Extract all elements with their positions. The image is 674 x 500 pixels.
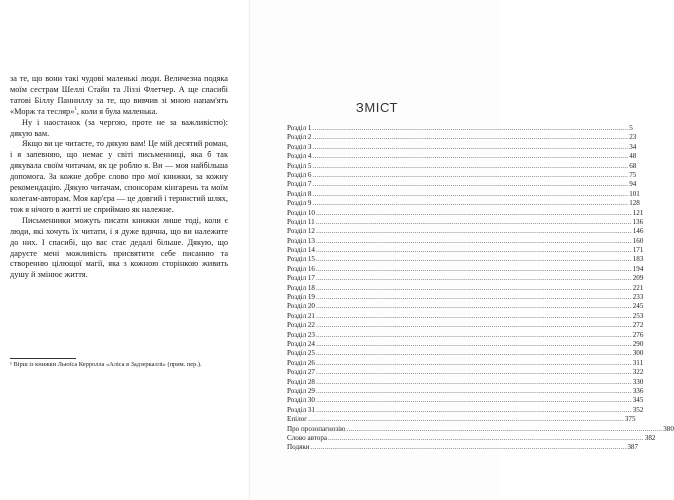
toc-chapter-label: Подяки xyxy=(287,443,310,452)
toc-page-number: 136 xyxy=(632,217,644,226)
toc-dot-leader: ................................................................................................................................................................ xyxy=(312,152,629,161)
toc-page-number: 233 xyxy=(632,293,644,302)
toc-page-number: 194 xyxy=(632,264,644,273)
toc-row xyxy=(287,302,644,311)
toc-chapter-label: Розділ 7 xyxy=(287,180,312,189)
toc-dot-leader: ................................................................................................................................................................ xyxy=(315,274,632,283)
toc-chapter-label: Розділ 2 xyxy=(287,133,312,142)
toc-dot-leader: ................................................................................................................................................................ xyxy=(315,311,632,320)
acknowledgements-text xyxy=(10,74,228,281)
toc-page-number: 276 xyxy=(632,330,644,339)
toc-dot-leader: ................................................................................................................................................................ xyxy=(315,321,632,330)
toc-dot-leader: ................................................................................................................................................................ xyxy=(315,330,632,339)
toc-row xyxy=(287,264,644,274)
toc-row xyxy=(287,133,637,142)
toc-page-number: 75 xyxy=(629,170,637,179)
toc-page-number: 380 xyxy=(663,424,674,433)
toc-dot-leader: ................................................................................................................................................................ xyxy=(315,283,632,292)
toc-row xyxy=(287,321,644,330)
toc-dot-leader: ................................................................................................................................................................ xyxy=(315,208,632,217)
toc-chapter-label: Слово автора xyxy=(287,433,328,442)
toc-dot-leader: ................................................................................................................................................................ xyxy=(315,386,632,395)
toc-page-number: 382 xyxy=(644,433,656,442)
footnote: ¹ Вірш із книжки Льюїса Керролла «Аліса в Задзеркаллі» (прим. пер.). xyxy=(10,361,202,368)
toc-page-number: 34 xyxy=(629,142,637,151)
toc-row xyxy=(287,246,644,255)
toc-chapter-label: Розділ 23 xyxy=(287,330,315,339)
toc-row xyxy=(287,349,644,358)
toc-page-number: 101 xyxy=(629,189,640,198)
toc-dot-leader: ................................................................................................................................................................ xyxy=(315,377,632,386)
toc-row xyxy=(287,377,644,387)
footnote-divider xyxy=(10,358,76,359)
toc-page-number: 387 xyxy=(627,443,638,452)
toc-dot-leader: ................................................................................................................................................................ xyxy=(315,358,632,367)
toc-row xyxy=(287,386,644,396)
toc-row xyxy=(287,424,674,434)
toc-page-number: 183 xyxy=(632,255,644,264)
toc-page-number: 48 xyxy=(629,152,637,161)
toc-dot-leader: ................................................................................................................................................................ xyxy=(312,124,629,132)
toc-dot-leader: ................................................................................................................................................................ xyxy=(312,170,629,179)
paragraph-3: Якщо ви це читаєте, то дякую вам! Це мій десятий роман, і я запевняю, що немає у світі письменниці, яка б так дякувала своїм читачам, як це роблю я. Ви — моя найбільша допомога. За кожне добре слово про мої книжки, за кожну рекомендацію. Дякую читачам, спонсорам кінгарень та моїм колегам-авторам. Моя кар'єра — це довгий і тернистий шлях, тож я нічого в житті не сприймаю як належне. xyxy=(10,139,228,214)
toc-chapter-label: Розділ 20 xyxy=(287,302,315,311)
toc-page-number: 121 xyxy=(632,208,644,217)
toc-chapter-label: Розділ 30 xyxy=(287,396,315,405)
toc-row xyxy=(287,396,644,405)
toc-row xyxy=(287,152,637,161)
toc-chapter-label: Розділ 31 xyxy=(287,405,315,414)
toc-row xyxy=(287,189,640,199)
toc-page-number: 336 xyxy=(632,386,644,395)
toc-dot-leader: ................................................................................................................................................................ xyxy=(310,443,627,452)
toc-row xyxy=(287,293,644,302)
toc-chapter-label: Розділ 9 xyxy=(287,199,312,208)
toc-chapter-label: Розділ 6 xyxy=(287,170,312,179)
toc-row xyxy=(287,358,644,368)
toc-dot-leader: ................................................................................................................................................................ xyxy=(346,424,663,433)
toc-row xyxy=(287,217,644,227)
toc-row xyxy=(287,368,644,377)
toc-dot-leader: ................................................................................................................................................................ xyxy=(315,349,632,358)
toc-chapter-label: Розділ 5 xyxy=(287,161,312,170)
toc-page-number: 160 xyxy=(632,236,644,245)
toc-dot-leader: ................................................................................................................................................................ xyxy=(315,302,632,311)
toc-row xyxy=(287,227,644,236)
toc-chapter-label: Розділ 1 xyxy=(287,124,312,132)
toc-chapter-label: Розділ 18 xyxy=(287,283,315,292)
toc-dot-leader: ................................................................................................................................................................ xyxy=(315,217,632,226)
toc-page-number: 5 xyxy=(629,124,633,132)
toc-row xyxy=(287,274,644,283)
toc-row xyxy=(287,236,644,246)
table-of-contents xyxy=(287,124,674,453)
paragraph-2: Ну і наостанок (за чергою, проте не за важливістю): дякую вам. xyxy=(10,117,228,138)
toc-chapter-label: Розділ 11 xyxy=(287,217,315,226)
toc-chapter-label: Розділ 3 xyxy=(287,142,312,151)
toc-page-number: 345 xyxy=(632,396,644,405)
toc-page-number: 352 xyxy=(632,405,644,414)
toc-row xyxy=(287,283,644,293)
left-page xyxy=(0,0,250,500)
toc-page-number: 94 xyxy=(629,180,637,189)
toc-page-number: 68 xyxy=(629,161,637,170)
toc-page-number: 290 xyxy=(632,339,644,348)
toc-chapter-label: Розділ 27 xyxy=(287,368,315,377)
toc-page-number: 128 xyxy=(629,199,640,208)
toc-dot-leader: ................................................................................................................................................................ xyxy=(315,236,632,245)
toc-page-number: 221 xyxy=(632,283,644,292)
paragraph-4: Письменники можуть писати книжки лише тоді, коли є люди, які хочуть їх читати, і я дуже вдячна, що ви належите до них. І спасибі, що вас стає дедалі більше. Дякую, що даруєте мені можливість присвятити себе писанню та створенню цілющої магії, яка з кожною сторінкою живить душу й змінює життя. xyxy=(10,215,228,280)
toc-chapter-label: Розділ 17 xyxy=(287,274,315,283)
toc-title: ЗМІСТ xyxy=(355,100,399,115)
toc-row xyxy=(287,142,637,152)
toc-row xyxy=(287,339,644,349)
toc-row xyxy=(287,311,644,321)
toc-dot-leader: ................................................................................................................................................................ xyxy=(315,227,632,236)
toc-row xyxy=(287,443,638,452)
footnote-mark: 1 xyxy=(74,106,77,112)
toc-chapter-label: Розділ 12 xyxy=(287,227,315,236)
toc-row xyxy=(287,208,644,218)
toc-page-number: 245 xyxy=(632,302,644,311)
toc-dot-leader: ................................................................................................................................................................ xyxy=(312,180,629,189)
toc-page-number: 272 xyxy=(632,321,644,330)
toc-page-number: 253 xyxy=(632,311,644,320)
toc-chapter-label: Розділ 10 xyxy=(287,208,315,217)
toc-dot-leader: ................................................................................................................................................................ xyxy=(315,396,632,405)
toc-dot-leader: ................................................................................................................................................................ xyxy=(315,246,632,255)
toc-page-number: 375 xyxy=(624,415,636,424)
toc-chapter-label: Розділ 25 xyxy=(287,349,315,358)
toc-chapter-label: Розділ 15 xyxy=(287,255,315,264)
toc-page-number: 311 xyxy=(632,358,644,367)
toc-page-number: 330 xyxy=(632,377,644,386)
toc-page-number: 322 xyxy=(632,368,644,377)
toc-chapter-label: Епілог xyxy=(287,415,308,424)
toc-row xyxy=(287,330,644,340)
toc-row xyxy=(287,199,640,208)
toc-dot-leader: ................................................................................................................................................................ xyxy=(312,161,629,170)
toc-dot-leader: ................................................................................................................................................................ xyxy=(312,199,629,208)
toc-chapter-label: Розділ 28 xyxy=(287,377,315,386)
toc-dot-leader: ................................................................................................................................................................ xyxy=(312,133,629,142)
toc-dot-leader: ................................................................................................................................................................ xyxy=(315,255,632,264)
toc-chapter-label: Розділ 26 xyxy=(287,358,315,367)
toc-chapter-label: Розділ 8 xyxy=(287,189,312,198)
toc-chapter-label: Розділ 21 xyxy=(287,311,315,320)
toc-dot-leader: ................................................................................................................................................................ xyxy=(312,142,629,151)
toc-dot-leader: ................................................................................................................................................................ xyxy=(315,339,632,348)
toc-chapter-label: Розділ 19 xyxy=(287,293,315,302)
toc-dot-leader: ................................................................................................................................................................ xyxy=(315,293,632,302)
toc-dot-leader: ................................................................................................................................................................ xyxy=(315,264,632,273)
toc-dot-leader: ................................................................................................................................................................ xyxy=(312,189,629,198)
toc-row xyxy=(287,161,637,171)
toc-page-number: 171 xyxy=(632,246,644,255)
toc-page-number: 300 xyxy=(632,349,644,358)
toc-page-number: 209 xyxy=(632,274,644,283)
toc-chapter-label: Розділ 14 xyxy=(287,246,315,255)
toc-row xyxy=(287,405,644,415)
toc-page-number: 23 xyxy=(629,133,637,142)
toc-dot-leader: ................................................................................................................................................................ xyxy=(315,405,632,414)
toc-row xyxy=(287,415,636,424)
toc-chapter-label: Розділ 4 xyxy=(287,152,312,161)
toc-dot-leader: ................................................................................................................................................................ xyxy=(328,433,644,442)
toc-dot-leader: ................................................................................................................................................................ xyxy=(315,368,632,377)
toc-chapter-label: Розділ 16 xyxy=(287,264,315,273)
toc-page-number: 146 xyxy=(632,227,644,236)
toc-chapter-label: Розділ 24 xyxy=(287,339,315,348)
toc-dot-leader: ................................................................................................................................................................ xyxy=(308,415,624,424)
toc-row xyxy=(287,255,644,264)
toc-row xyxy=(287,170,637,180)
toc-chapter-label: Про прозопагнозію xyxy=(287,424,346,433)
toc-row xyxy=(287,433,656,443)
paragraph-1: за те, що вони такі чудові маленькі люди. Величезна подяка моїм сестрам Шеллі Стайн та Ліззі Флетчер. А ще спасибі татові Біллу Панниллу за те, що вивчив зі мною напам'ять «Морж та тесляр»$^1$, коли я була маленька. xyxy=(10,74,228,116)
toc-chapter-label: Розділ 22 xyxy=(287,321,315,330)
toc-chapter-label: Розділ 29 xyxy=(287,386,315,395)
toc-row xyxy=(287,124,633,133)
toc-row xyxy=(287,180,637,189)
toc-chapter-label: Розділ 13 xyxy=(287,236,315,245)
